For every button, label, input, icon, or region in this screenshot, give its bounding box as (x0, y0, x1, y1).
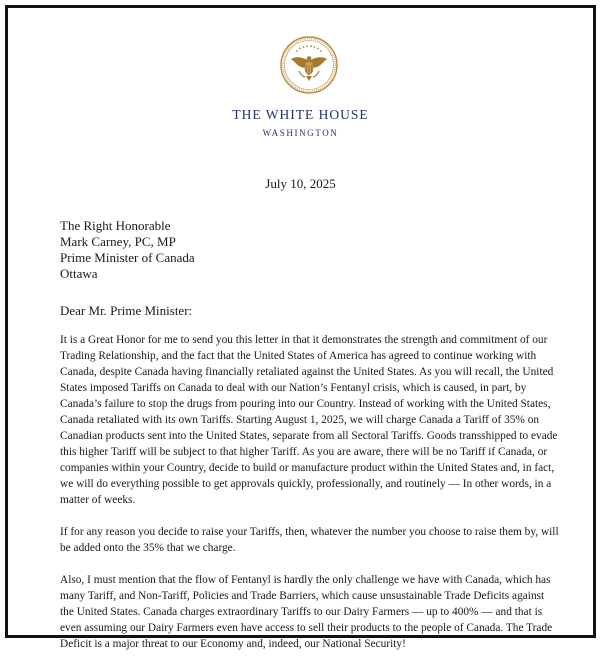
letter-body (60, 332, 560, 668)
body-paragraph: Also, I must mention that the flow of Fentanyl is hardly the only challenge we have with Canada, which has many Tariff, and Non-Tariff, Policies and Trade Barriers, which cause unsustainable Trade Deficits against the United States. Canada charges extraordinary Tariffs to our Dairy Farmers — up to 400% — and that is even assuming our Dairy Farmers even have access to sell their products to the people of Canada. The Trade Deficit is a major threat to our Economy and, indeed, our National Security! (60, 574, 553, 650)
body-paragraph: It is a Great Honor for me to send you this letter in that it demonstrates the strength and commitment of our Trading Relationship, and the fact that the United States of America has agreed to continue working with Canada, despite Canada having financially retaliated against the United States. As you will recall, the United States imposed Tariffs on Canada to deal with our Nation’s Fentanyl crisis, which is caused, in part, by Canada’s failure to stop the drugs from pouring into our Country. Instead of working with the United States, Canada retaliated with its own Tariffs. Starting August 1, 2025, we will charge Canada a Tariff of 35% on Canadian products sent into the United States, separate from all Sectoral Tariffs. Goods transshipped to evade this higher Tariff will be subject to that higher Tariff. As you are aware, there will be no Tariff if Canada, or companies within your Country, decide to build or manufacture product within the United States and, in fact, we will do everything possible to get approvals quickly, professionally, and routinely — In other words, in a matter of weeks. (60, 334, 558, 506)
recipient-line: Ottawa (60, 266, 98, 281)
salutation: Dear Mr. Prime Minister: (60, 303, 193, 318)
letter-page (5, 5, 596, 650)
presidential-seal-icon (279, 35, 339, 95)
letter-date: July 10, 2025 (265, 176, 336, 191)
letterhead-subtitle: WASHINGTON (262, 128, 339, 138)
body-paragraph: If for any reason you decide to raise your Tariffs, then, whatever the number you choose to raise them by, will be added onto the 35% that we charge. (60, 526, 559, 554)
recipient-block (60, 218, 195, 282)
recipient-line: The Right Honorable (60, 218, 171, 233)
recipient-line: Prime Minister of Canada (60, 250, 195, 265)
recipient-line: Mark Carney, PC, MP (60, 234, 176, 249)
letterhead-title: THE WHITE HOUSE (232, 107, 369, 122)
